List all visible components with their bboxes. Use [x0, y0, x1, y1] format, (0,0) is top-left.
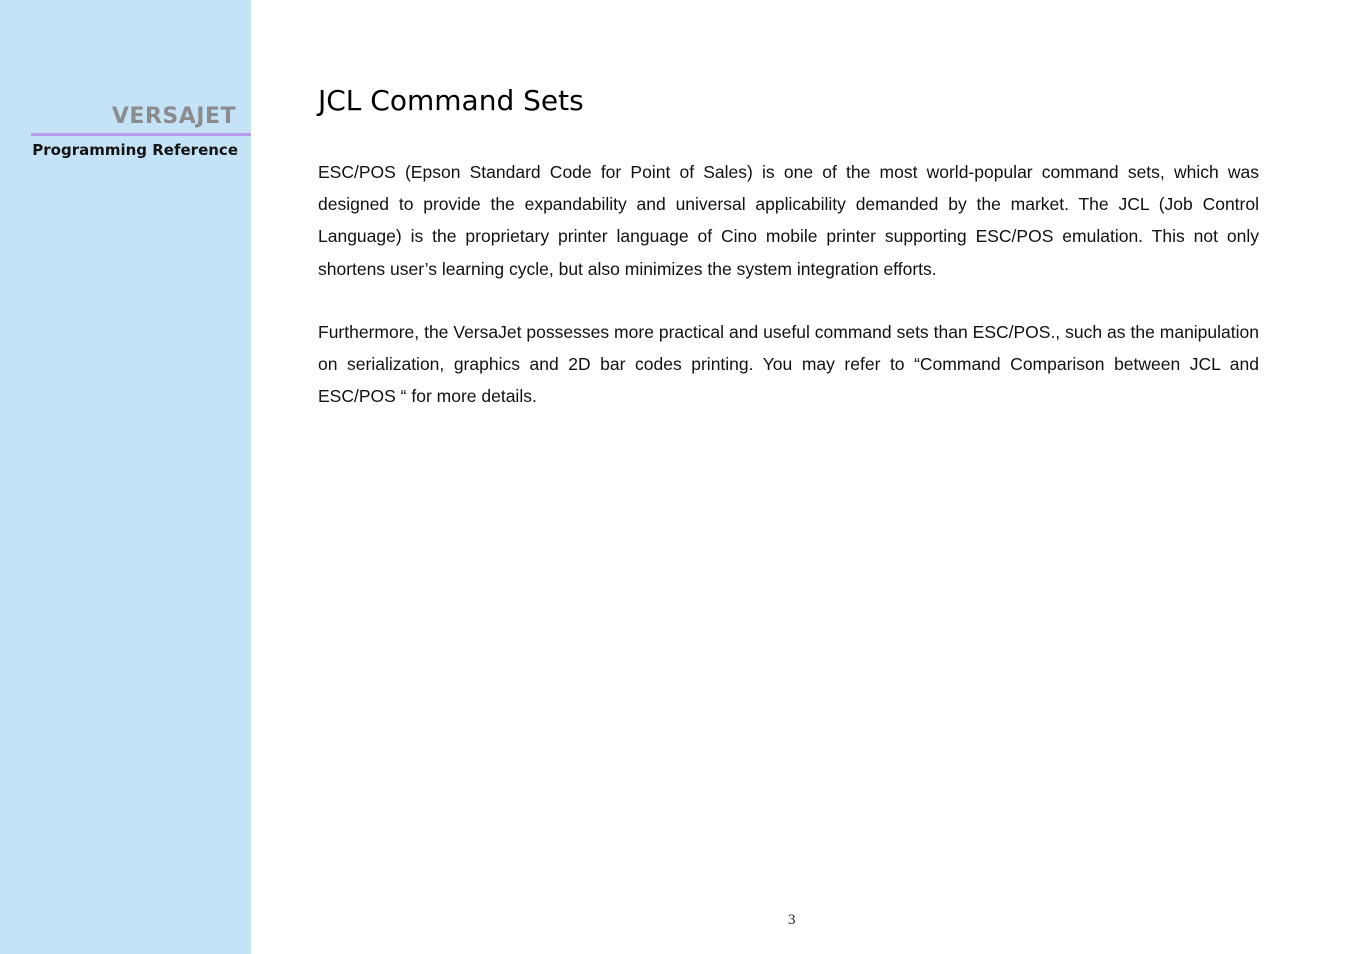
brand-divider — [31, 133, 251, 136]
brand-logo-text: VERSAJET — [111, 104, 236, 129]
sidebar — [0, 0, 251, 954]
page-number: 3 — [788, 912, 796, 928]
paragraph-intro: ESC/POS (Epson Standard Code for Point of Sales) is one of the most world-popular command sets, which was designed to provide the expandability and universal applicability demanded by the market. The JCL (Job Control Language) is the proprietary printer language of Cino mobile printer supporting ESC/POS emulation. This not only shortens user’s learning cycle, but also minimizes the system integration efforts. — [318, 162, 1259, 279]
paragraph-furthermore: Furthermore, the VersaJet possesses more practical and useful command sets than ESC/POS., such as the manipulation on serialization, graphics and 2D bar codes printing. You may refer to “Command Comparison between JCL and ESC/POS “ for more details. — [318, 322, 1259, 407]
page-title: JCL Command Sets — [318, 84, 584, 117]
document-subtitle: Programming Reference — [32, 141, 238, 159]
